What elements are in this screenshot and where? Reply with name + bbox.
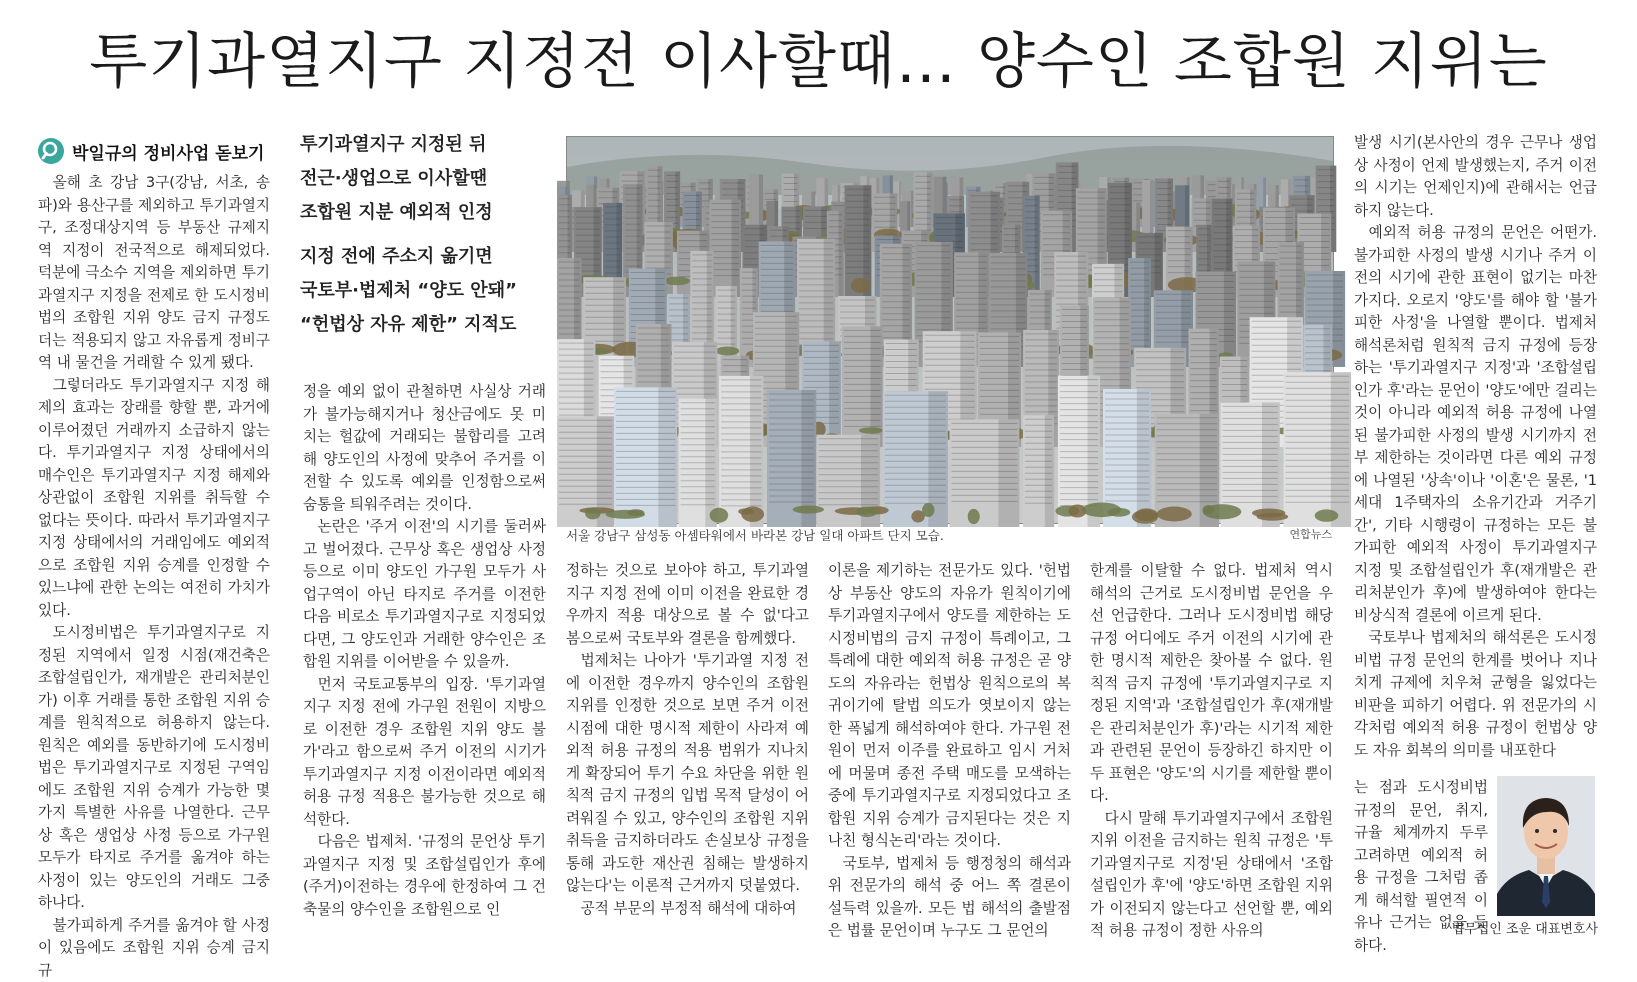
- photo-caption: [566, 526, 1332, 546]
- paragraph: 그렇더라도 투기과열지구 지정 해제의 효과는 장래를 향할 뿐, 과거에 이루어졌던 거래까지 소급하지 않는다. 투기과열지구 지정 상태에서의 매수인은 투기과열지구 지정 해제와 상관없이 조합원 지위를 취득할 수 없다는 뜻이다. 따라서 투기과열지구 지정 상태에서의 거래임에도 예외적으로 조합원 지위 승계를 인정할 수 있느냐에 관한 논의는 여전히 가치가 있다.: [38, 375, 270, 623]
- paragraph: 도시정비법은 투기과열지구로 지정된 지역에서 일정 시점(재건축은 조합설립인가, 재개발은 관리처분인가) 이후 거래를 통한 조합원 지위 승계를 원칙적으로 허용하지 않는다. 원칙은 예외를 동반하기에 도시정비법은 투기과열지구로 지정된 구역임에도 조합원 지위 승계가 가능한 몇 가지 특별한 사유를 나열한다. 근무상 혹은 생업상 사정 등으로 가구원 모두가 타지로 주거를 옮겨야 하는 사정이 있는 양도인의 거래도 그중 하나다.: [38, 622, 270, 915]
- paragraph: 정을 예외 없이 관철하면 사실상 거래가 불가능해지거나 청산금에도 못 미치는 헐값에 거래되는 불합리를 고려해 양도인의 사정에 맞추어 주거를 이전할 수 있도록 예외를 인정함으로써 숨통을 틔워주려는 것이다.: [303, 381, 546, 516]
- paragraph: 발생 시기(본사안의 경우 근무나 생업상 사정이 언제 발생했는지, 주거 이전의 시기는 언제인지)에 관해서는 언급하지 않는다.: [1354, 132, 1597, 222]
- article-column-2: [303, 381, 546, 948]
- article-column-1: [38, 172, 270, 948]
- article-column-6: [1354, 132, 1597, 776]
- paragraph: 정하는 것으로 보아야 하고, 투기과열지구 지정 전에 이미 이전을 완료한 경우까지 적용 대상으로 볼 수 없'다고 봄으로써 국토부와 결론을 함께했다.: [566, 560, 809, 650]
- paragraph: 법제처는 나아가 '투기과열 지정 전에 이전한 경우까지 양수인의 조합원 지위를 인정한 것으로 보면 주거 이전 시점에 대한 명시적 제한이 사라져 예외적 허용 규정의 적용 범위가 지나치게 확장되어 투기 수요 차단을 위한 원칙적 금지 규정의 입법 목적 달성이 어려워질 수 있고, 양수인의 조합원 지위 취득을 금지하더라도 손실보상 규정을 통해 과도한 재산권 침해는 발생하지 않는다'는 이론적 근거까지 덧붙였다.: [566, 650, 809, 898]
- subhead-line: 지정 전에 주소지 옮기면: [300, 240, 536, 274]
- subheadings: [300, 128, 536, 342]
- news-photo: [566, 136, 1334, 524]
- column-title: 박일규의 정비사업 돋보기: [72, 139, 264, 164]
- magnifier-icon: [38, 138, 64, 164]
- article-column-4: [828, 560, 1071, 948]
- city-apartment-photo: [567, 137, 1333, 523]
- photo-credit: 연합뉴스: [1289, 526, 1332, 542]
- subhead-line: 국토부·법제처 “양도 안돼”: [300, 274, 536, 308]
- caption-text: 서울 강남구 삼성동 아셈타워에서 바라본 강남 일대 아파트 단지 모습.: [566, 528, 944, 543]
- paragraph: 예외적 허용 규정의 문언은 어떤가. 불가피한 사정의 발생 시기나 주거 이전의 시기에 관한 표현이 없기는 마찬가지다. 오로지 '양도'를 해야 할 '불가피한 사정'을 나열할 뿐이다. 법제처 해석론처럼 원칙적 금지 규정에 등장하는 '투기과열지구 지정'과 '조합설립인가 후'라는 문언이 '양도'에만 걸리는 것이 아니라 예외적 허용 규정에 나열된 불가피한 사정의 발생 시기까지 전부 제한하는 것이라면 다른 예외 규정에 나열된 '상속'이나 '이혼'은 물론, '1세대 1주택자의 소유기간과 거주기간', 기타 시행령이 규정하는 모든 불가피한 예외적 사정이 투기과열지구 지정 및 조합설립인가 후(재개발은 관리처분인가 후)에 발생하여야 한다는 비상식적 결론에 이르게 된다.: [1354, 222, 1597, 627]
- paragraph: 다시 말해 투기과열지구에서 조합원 지위 이전을 금지하는 원칙 규정은 '투기과열지구로 지정'된 상태에서 '조합설립인가 후'에 '양도'하면 조합원 지위가 이전되지 않는다고 선언할 뿐, 예외적 허용 규정이 정한 사유의: [1090, 808, 1333, 943]
- author-byline: 법무법인 조운 대표변호사: [1428, 918, 1598, 937]
- article-column-5: [1090, 560, 1333, 948]
- paragraph: 먼저 국토교통부의 입장. '투기과열지구 지정 전에 가구원 전원이 지방으로 이전한 경우 조합원 지위 양도 불가'라고 함으로써 주거 이전의 시기가 투기과열지구 지정 이전이라면 예외적 허용 규정 적용은 불가능한 것으로 해석한다.: [303, 674, 546, 832]
- person-photo-icon: [1497, 776, 1595, 916]
- paragraph: 불가피하게 주거를 옮겨야 할 사정이 있음에도 조합원 지위 승계 금지 규: [38, 915, 270, 982]
- headline: 투기과열지구 지정전 이사할때… 양수인 조합원 지위는: [0, 14, 1637, 100]
- paragraph: 다음은 법제처. '규정의 문언상 투기과열지구 지정 및 조합설립인가 후에 (주거)이전하는 경우에 한정하여 그 건축물의 양수인을 조합원으로 인: [303, 831, 546, 921]
- column-tag: [38, 134, 288, 168]
- author-portrait: [1497, 776, 1595, 916]
- subhead-line: 전근·생업으로 이사할땐: [300, 162, 536, 196]
- paragraph: 공적 부문의 부정적 해석에 대하여: [566, 898, 809, 921]
- article-column-3: [566, 560, 809, 948]
- paragraph: 국토부나 법제처의 해석론은 도시정비법 규정 문언의 한계를 벗어나 지나치게 규제에 치우쳐 균형을 잃었다는 비판을 피하기 어렵다. 위 전문가의 시각처럼 예외적 허용 규정이 헌법상 양도 자유 회복의 의미를 내포한다: [1354, 627, 1597, 762]
- paragraph: 국토부, 법제처 등 행정청의 해석과 위 전문가의 해석 중 어느 쪽 결론이 설득력 있을까. 모든 법 해석의 출발점은 법률 문언이며 누구도 그 문언의: [828, 853, 1071, 943]
- paragraph: 한계를 이탈할 수 없다. 법제처 역시 해석의 근거로 도시정비법 문언을 우선 언급한다. 그러나 도시정비법 해당 규정 어디에도 주거 이전의 시기에 관한 명시적 제한은 찾아볼 수 없다. 원칙적 금지 규정에 '투기과열지구로 지정된 지역'과 '조합설립인가 후(재개발은 관리처분인가 후)'라는 시기적 제한과 관련된 문언이 등장하긴 하지만 이 두 표현은 '양도'의 시기를 제한할 뿐이다.: [1090, 560, 1333, 808]
- paragraph: 올해 초 강남 3구(강남, 서초, 송파)와 용산구를 제외하고 투기과열지구, 조정대상지역 등 부동산 규제지역 지정이 전국적으로 해제되었다. 덕분에 극소수 지역을 제외하면 투기과열지구 지정을 전제로 한 도시정비법의 조합원 지위 양도 금지 규정도 더는 적용되지 않고 자유롭게 정비구역 내 물건을 거래할 수 있게 됐다.: [38, 172, 270, 375]
- subhead-line: “헌법상 자유 제한” 지적도: [300, 308, 536, 342]
- paragraph: 논란은 '주거 이전'의 시기를 둘러싸고 벌어졌다. 근무상 혹은 생업상 사정 등으로 이미 양도인 가구원 모두가 사업구역이 아닌 타지로 주거를 이전한 다음 비로소 투기과열지구로 지정되었다면, 그 양도인과 거래한 양수인은 조합원 지위를 이어받을 수 있을까.: [303, 516, 546, 674]
- subhead-line: 조합원 지분 예외적 인정: [300, 196, 536, 230]
- subhead-line: 투기과열지구 지정된 뒤: [300, 128, 536, 162]
- paragraph: 는 점과 도시정비법 규정의 문언, 취지, 규율 체계까지 두루 고려하면 예외적 허용 규정을 그처럼 좁게 해석할 필연적 이유나 근거는 없을 듯하다.: [1354, 777, 1488, 957]
- paragraph: 이론을 제기하는 전문가도 있다. '헌법상 부동산 양도의 자유가 원칙이기에 투기과열지구에서 양도를 제한하는 도시정비법의 금지 규정이 특례이고, 그 특례에 대한 예외적 허용 규정은 곧 양도의 자유라는 헌법상 원칙으로의 복귀이기에 탈법 의도가 엿보이지 않는 한 폭넓게 해석하여야 한다. 가구원 전원이 먼저 이주를 완료하고 임시 거처에 머물며 종전 주택 매도를 모색하는 중에 투기과열지구로 지정되었다고 조합원 지위 승계가 금지된다는 것은 지나친 형식논리'라는 것이다.: [828, 560, 1071, 853]
